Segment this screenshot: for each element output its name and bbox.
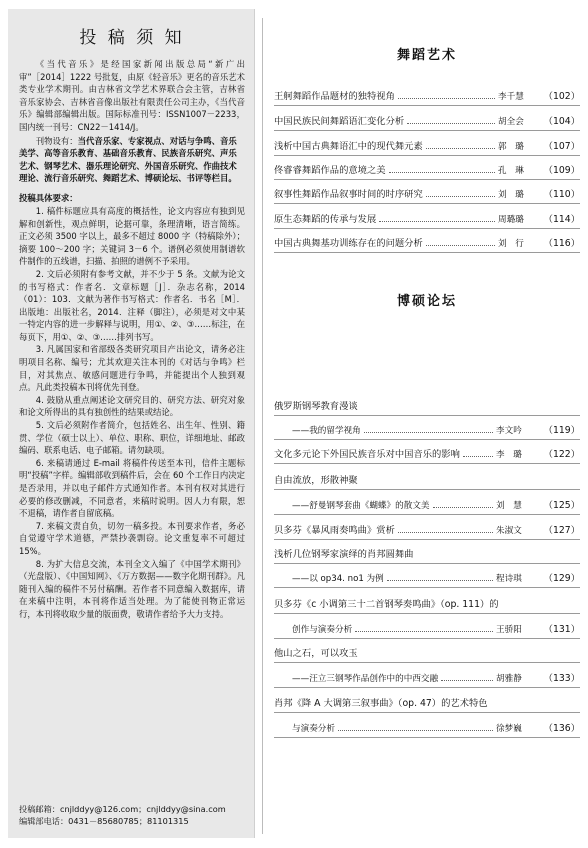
toc-entry-title: 中国民族民间舞蹈语汇变化分析 [274, 116, 405, 127]
dot-leader [389, 172, 495, 173]
toc-entry-author: 刘 行 [498, 239, 524, 249]
toc-entry-author: 周璐璐 [498, 215, 524, 225]
toc-entry-phd[interactable] [274, 693, 580, 713]
toc-entry-dance[interactable] [274, 209, 580, 229]
requirement-item: 7. 来稿文责自负，切勿一稿多投。本刊要求作者，务必自觉遵守学术道德，严禁抄袭剽窃。论文重复率不可超过 15%。 [19, 520, 245, 556]
dot-leader [355, 631, 493, 632]
requirements-title: 投稿具体要求： [19, 192, 78, 203]
toc-entry-page: （125） [543, 500, 580, 511]
toc-entry-author: 李 璐 [496, 450, 522, 460]
toc-entry-subtitle[interactable] [274, 495, 580, 515]
toc-entry-title: 贝多芬《c 小调第三十二首钢琴奏鸣曲》（op. 111）的 [274, 599, 499, 610]
contact-phone: 编辑部电话：0431－85680785；81101315 [19, 816, 189, 826]
toc-entry-author: 李文吟 [496, 426, 522, 436]
toc-entry-phd[interactable] [274, 520, 580, 540]
toc-entry-page: （129） [543, 573, 580, 584]
toc-entry-title: 贝多芬《暴风雨奏鸣曲》赏析 [274, 525, 395, 536]
toc-entry-title: 自由流放，形散神聚 [274, 475, 358, 486]
toc-entry-author: 李千慧 [498, 92, 524, 102]
toc-entry-title: ——我的留学视角 [292, 426, 361, 436]
requirement-item: 1. 稿件标题应具有高度的概括性，论文内容应有独到见解和创新性，观点鲜明，论据可靠，条理清晰，语言简练。正文必须 3500 字以上，最多不超过 8000 字（特稿除外）；摘要 100～200 字；关键词 3－6 个。谱例必须使用制谱软件制作的五线谱，扫描、拍照的谱例不予采用。 [19, 205, 245, 267]
requirement-item: 4. 鼓励从重点阐述论文研究目的、研究方法、研究对象和论文所得出的具有独创性的结果或结论。 [19, 394, 245, 418]
requirement-item: 5. 文后必须附作者简介，包括姓名、出生年、性别、籍贯、学位（硕士以上）、单位、职称、职位，详细地址、邮政编码、联系电话、电子邮箱。请勿缺项。 [19, 420, 245, 456]
toc-entry-subtitle[interactable] [274, 668, 580, 688]
toc-entry-author: 程诗琪 [496, 574, 522, 584]
toc-entry-title: 佟睿睿舞蹈作品的意境之美 [274, 165, 386, 176]
columns-list: 当代音乐家、专家视点、对话与争鸣、音乐美学、高等音乐教育、基础音乐教育、民族音乐研究、声乐艺术、钢琴艺术、器乐理论研究、外国音乐研究、作曲技术理论、流行音乐研究、舞蹈艺术、博硕论坛、书评等栏目。 [19, 135, 237, 184]
toc-entry-title: ——舒曼钢琴套曲《蝴蝶》的散文美 [292, 501, 430, 511]
toc-entry-title: 肖邦《降 A 大调第三叙事曲》（op. 47）的艺术特色 [274, 698, 488, 709]
toc-entry-author: 朱淑文 [496, 526, 522, 536]
toc-entry-dance[interactable] [274, 136, 580, 156]
toc-entry-page: （107） [543, 141, 580, 152]
toc-entry-dance[interactable] [274, 86, 580, 106]
toc-entry-dance[interactable] [274, 233, 580, 253]
dot-leader [407, 123, 495, 124]
toc-entry-page: （127） [543, 525, 580, 536]
toc-entry-author: 胡全会 [498, 117, 524, 127]
dot-leader [379, 221, 495, 222]
toc-entry-page: （119） [543, 425, 580, 436]
toc-entry-page: （102） [543, 91, 580, 102]
toc-entry-title: 文化多元论下外国民族音乐对中国音乐的影响 [274, 449, 460, 460]
toc-entry-title: 他山之石，可以攻玉 [274, 648, 358, 659]
dot-leader [426, 196, 495, 197]
dot-leader [364, 432, 493, 433]
contact-email: 投稿邮箱：cnjlddyy@126.com；cnjlddyy@sina.com [19, 804, 226, 814]
toc-entry-subtitle[interactable] [274, 568, 580, 588]
toc-entry-page: （133） [543, 673, 580, 684]
column-divider [262, 18, 263, 834]
toc-entry-subtitle[interactable] [274, 619, 580, 639]
toc-entry-title: ——以 op34. no1 为例 [292, 574, 384, 584]
requirement-item: 6. 来稿请通过 E-mail 将稿件传送至本刊，信件主题标明“投稿”字样。编辑部收到稿件后，会在 60 个工作日内决定是否录用，并以电子邮件方式通知作者。本刊有权对其进行必要的修改删减，不同意者，来稿时说明。因人力有限，恕不退稿，请作者自留底稿。 [19, 457, 245, 519]
toc-entry-title: 俄罗斯钢琴教育漫谈 [274, 401, 358, 412]
toc-entry-title: ——汪立三钢琴作品创作中的中西交融 [292, 674, 439, 684]
guide-intro: 《当代音乐》是经国家新闻出版总局“新广出审”［2014］1222 号批复，由原《轻音乐》更名的音乐艺术类专业学术期刊。由吉林省文学艺术界联合会主管，吉林省音乐家协会、吉林省音像出版社有限责任公司主办，《当代音乐》编辑部编辑出版。国际标准刊号：ISSN1007－2233，国内统一刊号：CN22－1414/J。 [19, 59, 245, 132]
dot-leader [338, 730, 493, 731]
toc-entry-author: 徐梦巍 [496, 724, 522, 734]
toc-entry-phd[interactable] [274, 396, 580, 416]
toc-entry-phd[interactable] [274, 594, 580, 614]
contact-info [19, 803, 244, 827]
dot-leader [426, 245, 495, 246]
section-header-phd-forum: 博硕论坛 [396, 294, 457, 309]
requirement-item: 8. 为扩大信息交流，本刊全文入编了《中国学术期刊》（光盘版）、《中国知网》、《万方数据——数字化期刊群》。凡随刊入编的稿件不另付稿酬。若作者不同意编入数据库，请在来稿中注明，本刊将作适当处理。为了能使刊物正常运行，本刊将收取少量的版面费，敬请作者给予大力支持。 [19, 558, 245, 619]
toc-entry-author: 王骄阳 [496, 625, 522, 635]
toc-entry-title: 原生态舞蹈的传承与发展 [274, 214, 377, 225]
toc-entry-title: 与演奏分析 [292, 724, 335, 734]
guide-title: 投 稿 须 知 [79, 28, 185, 48]
dot-leader [398, 532, 493, 533]
toc-entry-author: 孔 琳 [498, 166, 524, 176]
toc-entry-phd[interactable] [274, 470, 580, 490]
toc-entry-phd[interactable] [274, 444, 580, 464]
toc-entry-dance[interactable] [274, 160, 580, 180]
toc-entry-title: 创作与演奏分析 [292, 625, 353, 635]
submission-guide-panel [8, 9, 255, 838]
columns-prefix: 刊物设有： [35, 135, 78, 146]
toc-entry-phd[interactable] [274, 643, 580, 663]
toc-entry-subtitle[interactable] [274, 420, 580, 440]
toc-entry-author: 刘 璐 [498, 190, 524, 200]
toc-entry-author: 郭 璐 [498, 142, 524, 152]
toc-entry-phd[interactable] [274, 544, 580, 564]
dot-leader [441, 680, 493, 681]
toc-entry-page: （136） [543, 723, 580, 734]
toc-entry-page: （114） [543, 214, 580, 225]
toc-entry-title: 中国古典舞基功训练存在的问题分析 [274, 238, 423, 249]
toc-entry-title: 浅析几位钢琴家演绎的肖邦圆舞曲 [274, 549, 414, 560]
toc-entry-author: 刘 慧 [496, 501, 522, 511]
section-header-dance: 舞蹈艺术 [396, 48, 457, 63]
dot-leader [426, 148, 495, 149]
toc-entry-page: （116） [543, 238, 580, 249]
requirement-item: 2. 文后必须附有参考文献，并不少于 5 条。文献为论文的书写格式：作者名．文章标题［J］．杂志名称，2014（01）：103．文献为著作书写格式：作者名．书名［M］．出版地：出版社名，2014．注释（脚注），必须是对文中某一特定内容的进一步解释与说明，用①、②、③……标注，在每页下，用①、②、③……排列书写。 [19, 268, 245, 342]
toc-entry-page: （131） [543, 624, 580, 635]
toc-entry-page: （109） [543, 165, 580, 176]
toc-entry-page: （110） [543, 189, 580, 200]
dot-leader [433, 507, 493, 508]
dot-leader [398, 98, 495, 99]
guide-columns-paragraph [19, 135, 245, 185]
toc-entry-title: 王舸舞蹈作品题材的独特视角 [274, 91, 395, 102]
requirement-item: 3. 凡属国家和省部级各类研究项目产出论文，请务必注明项目名称、编号；尤其欢迎关注本刊的《对话与争鸣》栏目，对其焦点、敏感问题进行争鸣，并能提出个人独到观点。凡此类投稿本刊将优先刊登。 [19, 344, 245, 393]
toc-entry-dance[interactable] [274, 111, 580, 131]
toc-entry-title: 浅析中国古典舞语汇中的现代舞元素 [274, 141, 423, 152]
toc-entry-author: 胡雅静 [496, 674, 522, 684]
dot-leader [387, 580, 493, 581]
toc-entry-page: （122） [543, 449, 580, 460]
dot-leader [463, 456, 493, 457]
toc-entry-page: （104） [543, 116, 580, 127]
toc-entry-title: 叙事性舞蹈作品叙事时间的时序研究 [274, 189, 423, 200]
toc-entry-dance[interactable] [274, 184, 580, 204]
toc-entry-subtitle[interactable] [274, 718, 580, 738]
